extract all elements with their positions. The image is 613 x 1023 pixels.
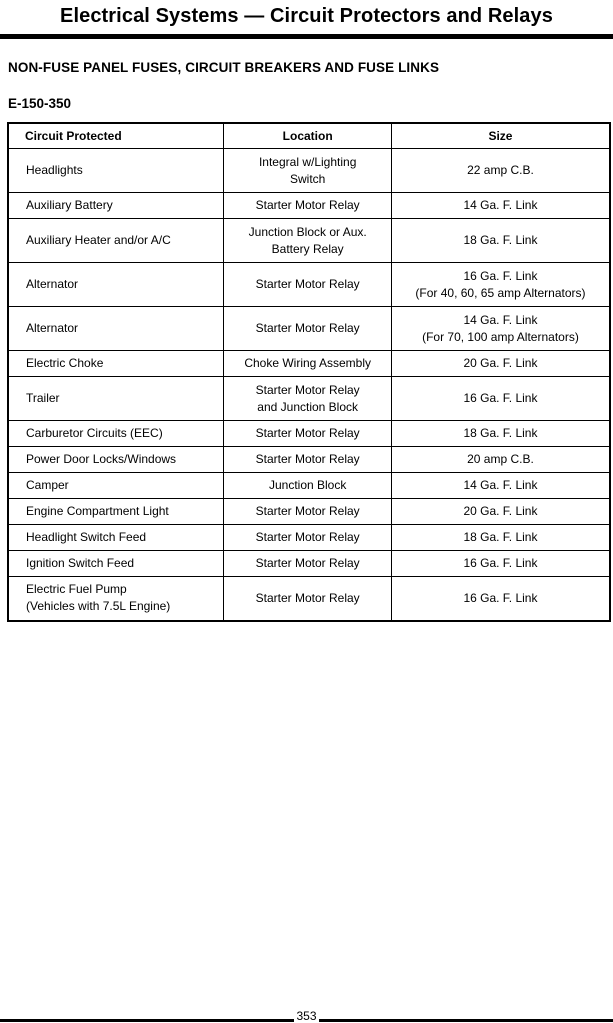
cell-size <box>391 473 610 499</box>
cell-circuit-line: Trailer <box>26 391 60 405</box>
page-header <box>0 0 613 34</box>
cell-location-line: Starter Motor Relay <box>255 426 360 440</box>
cell-size-line: 14 Ga. F. Link <box>463 312 538 327</box>
cell-circuit-line: Auxiliary Battery <box>26 198 113 212</box>
cell-size <box>391 219 610 263</box>
cell-size <box>391 307 610 351</box>
model-label: E-150-350 <box>8 96 72 111</box>
cell-location-line: Switch <box>290 171 326 186</box>
cell-size-line: 16 Ga. F. Link <box>463 590 538 605</box>
cell-location <box>224 149 392 193</box>
cell-circuit <box>8 377 224 421</box>
page-title: Electrical Systems — Circuit Protectors and Relays <box>60 5 553 27</box>
cell-location <box>224 525 392 551</box>
cell-circuit-line: Power Door Locks/Windows <box>26 452 177 466</box>
cell-location <box>224 499 392 525</box>
table-row <box>8 149 610 193</box>
page-number: 353 <box>296 1009 317 1023</box>
cell-size-line: (For 40, 60, 65 amp Alternators) <box>415 285 586 300</box>
cell-circuit <box>8 307 224 351</box>
cell-circuit <box>8 219 224 263</box>
fuse-table <box>7 122 611 622</box>
cell-location <box>224 447 392 473</box>
cell-size-line: 18 Ga. F. Link <box>463 426 538 440</box>
table-row <box>8 499 610 525</box>
cell-circuit-line: Electric Choke <box>26 356 104 370</box>
cell-size <box>391 351 610 377</box>
cell-size-line: 16 Ga. F. Link <box>463 556 538 570</box>
cell-location-line: Starter Motor Relay <box>255 452 360 466</box>
cell-location <box>224 473 392 499</box>
cell-size-line: 20 Ga. F. Link <box>463 356 538 370</box>
column-header-size: Size <box>391 123 610 149</box>
cell-circuit <box>8 577 224 621</box>
table-header-row <box>8 123 610 149</box>
cell-circuit <box>8 421 224 447</box>
cell-location-line: Starter Motor Relay <box>255 530 360 544</box>
cell-size <box>391 499 610 525</box>
cell-size-line: 14 Ga. F. Link <box>463 478 538 492</box>
cell-location <box>224 377 392 421</box>
cell-circuit <box>8 447 224 473</box>
cell-location-line: Starter Motor Relay <box>255 382 360 397</box>
cell-circuit <box>8 193 224 219</box>
cell-location <box>224 193 392 219</box>
cell-circuit <box>8 525 224 551</box>
cell-circuit-line: Alternator <box>26 277 79 291</box>
cell-location-line: Starter Motor Relay <box>255 198 360 212</box>
cell-location-line: Choke Wiring Assembly <box>244 356 372 370</box>
cell-size <box>391 447 610 473</box>
cell-circuit-line: Alternator <box>26 321 79 335</box>
cell-circuit <box>8 499 224 525</box>
cell-size <box>391 551 610 577</box>
cell-location <box>224 577 392 621</box>
cell-size <box>391 421 610 447</box>
header-rule <box>0 34 613 39</box>
table-row <box>8 525 610 551</box>
cell-location-line: Battery Relay <box>271 241 344 256</box>
cell-circuit-line: Ignition Switch Feed <box>26 556 135 570</box>
cell-circuit <box>8 351 224 377</box>
table-row <box>8 473 610 499</box>
cell-size <box>391 193 610 219</box>
cell-size <box>391 525 610 551</box>
cell-location <box>224 219 392 263</box>
cell-location <box>224 551 392 577</box>
cell-circuit <box>8 551 224 577</box>
cell-size-line: 14 Ga. F. Link <box>463 198 538 212</box>
cell-circuit-line: (Vehicles with 7.5L Engine) <box>26 599 171 614</box>
table-row <box>8 421 610 447</box>
table-row <box>8 193 610 219</box>
cell-circuit <box>8 149 224 193</box>
cell-size-line: 16 Ga. F. Link <box>463 391 538 405</box>
cell-size-line: (For 70, 100 amp Alternators) <box>422 329 579 344</box>
cell-location-line: Integral w/Lighting <box>258 154 357 169</box>
table-body <box>8 149 610 621</box>
column-header-location: Location <box>224 123 392 149</box>
cell-location <box>224 263 392 307</box>
cell-location <box>224 421 392 447</box>
cell-size-line: 22 amp C.B. <box>467 163 534 177</box>
cell-circuit-line: Headlights <box>26 163 83 177</box>
table-row <box>8 577 610 621</box>
cell-size-line: 20 amp C.B. <box>467 452 534 466</box>
table-row <box>8 263 610 307</box>
cell-location-line: Starter Motor Relay <box>255 277 360 291</box>
cell-size <box>391 377 610 421</box>
table-row <box>8 307 610 351</box>
column-header-circuit: Circuit Protected <box>8 123 224 149</box>
cell-size <box>391 149 610 193</box>
cell-circuit-line: Carburetor Circuits (EEC) <box>26 426 163 440</box>
table-row <box>8 377 610 421</box>
cell-location-line: Junction Block or Aux. <box>248 224 367 239</box>
cell-size-line: 18 Ga. F. Link <box>463 233 538 247</box>
table-row <box>8 219 610 263</box>
cell-location <box>224 307 392 351</box>
cell-size <box>391 263 610 307</box>
cell-circuit-line: Auxiliary Heater and/or A/C <box>26 233 171 247</box>
cell-size <box>391 577 610 621</box>
table-row <box>8 351 610 377</box>
cell-location-line: Starter Motor Relay <box>255 556 360 570</box>
cell-circuit-line: Electric Fuel Pump <box>26 582 127 597</box>
cell-circuit <box>8 263 224 307</box>
cell-circuit-line: Camper <box>26 478 69 492</box>
cell-location-line: Starter Motor Relay <box>255 504 360 518</box>
cell-location <box>224 351 392 377</box>
cell-circuit-line: Engine Compartment Light <box>26 504 169 518</box>
cell-location-line: Starter Motor Relay <box>255 321 360 335</box>
section-heading: NON-FUSE PANEL FUSES, CIRCUIT BREAKERS AND FUSE LINKS <box>8 60 440 75</box>
cell-location-line: Starter Motor Relay <box>255 590 360 605</box>
table-row <box>8 551 610 577</box>
cell-circuit-line: Headlight Switch Feed <box>26 530 147 544</box>
cell-size-line: 16 Ga. F. Link <box>463 268 538 283</box>
table-row <box>8 447 610 473</box>
cell-circuit <box>8 473 224 499</box>
cell-location-line: and Junction Block <box>257 399 359 414</box>
cell-location-line: Junction Block <box>268 478 347 492</box>
cell-size-line: 20 Ga. F. Link <box>463 504 538 518</box>
cell-size-line: 18 Ga. F. Link <box>463 530 538 544</box>
